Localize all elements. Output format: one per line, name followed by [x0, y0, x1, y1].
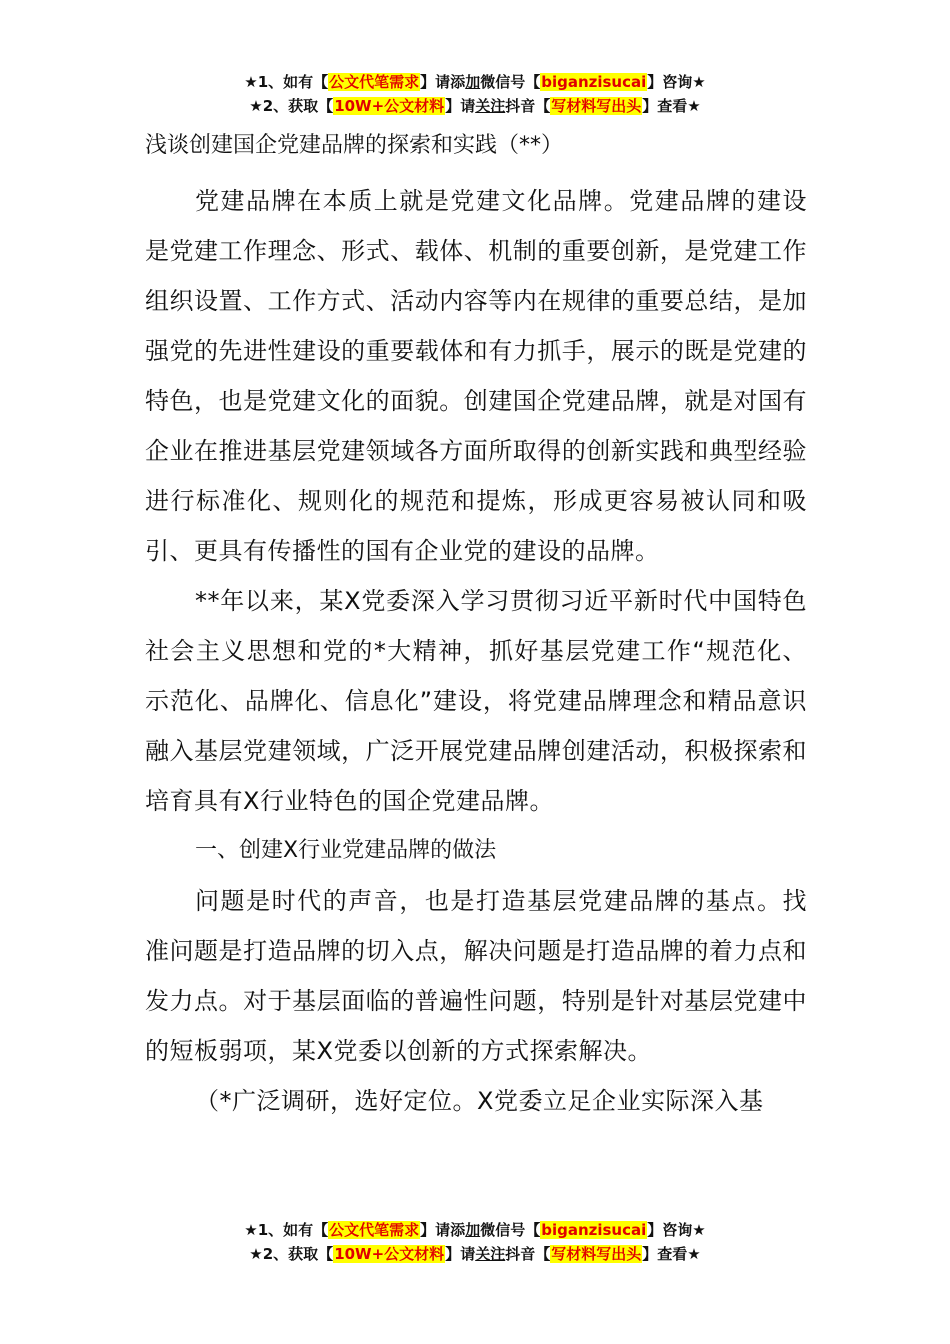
banner-text: ★2、获取【	[249, 1245, 334, 1263]
banner-highlight: 公文代笔需求	[329, 1221, 420, 1239]
banner-underlined: 关注	[475, 97, 506, 115]
paragraph-1: 党建品牌在本质上就是党建文化品牌。党建品牌的建设是党建工作理念、形式、载体、机制的重要创新，是党建工作组织设置、工作方式、活动内容等内在规律的重要总结，是加强党的先进性建设的重要载体和有力抓手，展示的既是党建的特色，也是党建文化的面貌。创建国企党建品牌，就是对国有企业在推进基层党建领域各方面所取得的创新实践和典型经验进行标准化、规则化的规范和提炼，形成更容易被认同和吸引、更具有传播性的国有企业党的建设的品牌。	[145, 187, 807, 565]
section-heading: 一、创建X行业党建品牌的做法	[195, 838, 497, 863]
banner-text: 微信号【	[480, 73, 541, 91]
banner-line-2	[0, 1242, 950, 1266]
wechat-id-highlight: biganzisucai	[541, 1221, 647, 1239]
banner-underlined: 加	[465, 73, 481, 91]
banner-text: 微信号【	[480, 1221, 541, 1239]
banner-text: ★1、如有【	[244, 73, 329, 91]
banner-highlight: 10W+公文材料	[334, 1245, 445, 1263]
banner-highlight: 公文代笔需求	[329, 73, 420, 91]
banner-text: 】咨询★	[647, 73, 706, 91]
wechat-id-highlight: biganzisucai	[541, 73, 647, 91]
banner-text: 】咨询★	[647, 1221, 706, 1239]
top-banner	[0, 70, 950, 118]
banner-text: 】请添	[420, 1221, 466, 1239]
banner-text: 抖音【	[505, 97, 551, 115]
banner-text: ★1、如有【	[244, 1221, 329, 1239]
banner-text: 】请	[445, 97, 476, 115]
banner-line-2	[0, 94, 950, 118]
banner-line-1	[0, 70, 950, 94]
douyin-highlight: 写材料写出头	[551, 97, 642, 115]
banner-text: 】查看★	[642, 1245, 701, 1263]
document-title: 浅谈创建国企党建品牌的探索和实践（**）	[145, 133, 564, 158]
paragraph-2: **年以来，某X党委深入学习贯彻习近平新时代中国特色社会主义思想和党的*大精神，抓好基层党建工作“规范化、示范化、品牌化、信息化”建设，将党建品牌理念和精品意识融入基层党建领域，广泛开展党建品牌创建活动，积极探索和培育具有X行业特色的国企党建品牌。	[145, 587, 807, 815]
paragraph-4: （*广泛调研，选好定位。X党委立足企业实际深入基	[195, 1087, 764, 1115]
bottom-banner	[0, 1218, 950, 1266]
banner-line-1	[0, 1218, 950, 1242]
douyin-highlight: 写材料写出头	[551, 1245, 642, 1263]
banner-underlined: 加	[465, 1221, 481, 1239]
banner-text: 】查看★	[642, 97, 701, 115]
paragraph-3: 问题是时代的声音，也是打造基层党建品牌的基点。找准问题是打造品牌的切入点，解决问题是打造品牌的着力点和发力点。对于基层面临的普遍性问题，特别是针对基层党建中的短板弱项，某X党委以创新的方式探索解决。	[145, 887, 807, 1065]
banner-text: 】请添	[420, 73, 466, 91]
banner-text: ★2、获取【	[249, 97, 334, 115]
document-body	[145, 130, 807, 1126]
banner-text: 】请	[445, 1245, 476, 1263]
banner-text: 抖音【	[505, 1245, 551, 1263]
banner-highlight: 10W+公文材料	[334, 97, 445, 115]
banner-underlined: 关注	[475, 1245, 506, 1263]
